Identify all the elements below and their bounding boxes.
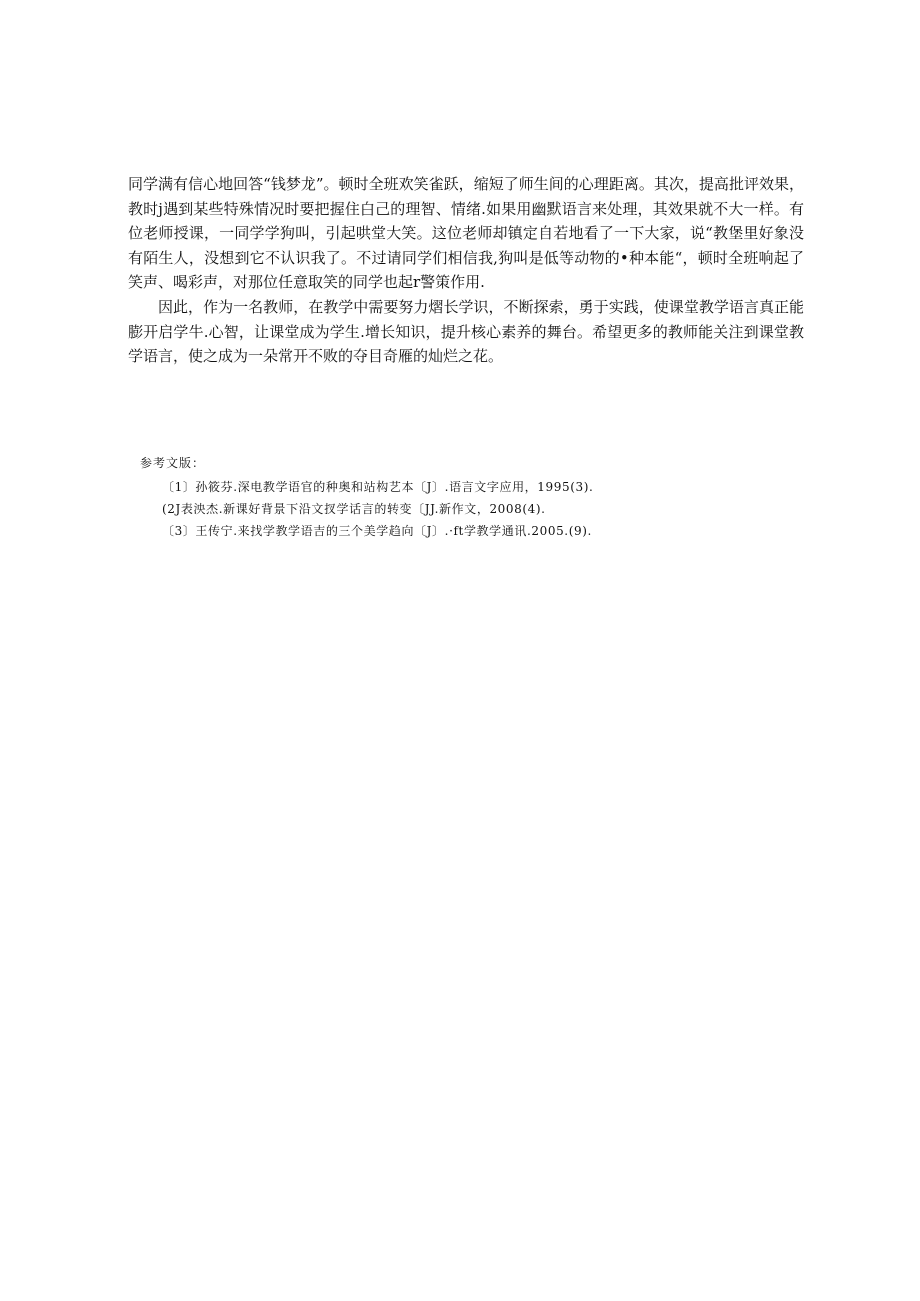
references-section [140,452,780,542]
reference-item: 〔3〕王传宁.来找学教学语吉的三个美学趋向〔J〕.·ft学教学通讯.2005.(9). [162,524,592,538]
paragraph: 同学满有信心地回答“钱梦龙”。顿时全班欢笑雀跃，缩短了师生间的心理距离。其次，提高批评效果，教时j遇到某些特殊情况时要把握住白己的理智、情绪.如果用幽默语言来处理，其效果就不大一样。有位老师授课，一同学学狗叫，引起哄堂大笑。这位老师却镇定自若地看了一下大家，说“教堡里好象没有陌生人，没想到它不认识我了。不过请同学们相信我,狗叫是低等动物的•种本能“，顿时全班响起了笑声、喝彩声，对那位任意取笑的同学也起r警策作用. [128,175,804,292]
references-heading: 参考文版： [140,456,206,470]
paragraph: 因此，作为一名教师，在教学中需要努力熠长学识，不断探索，勇于实践，使课堂教学语言真正能膨开启学牛.心智，让课堂成为学生.增长知识，提升核心素养的舞台。希望更多的教师能关注到课堂教学语言，使之成为一朵常开不败的夺目奇雁的灿烂之花。 [128,297,804,366]
reference-item: 〔1〕孙筱芬.深电教学语官的种奥和站构艺本〔J〕.语言文字应用，1995(3). [162,480,594,494]
body-text [128,172,804,369]
reference-item: (2J表泱杰.新课好背景下沿文扠学话言的转变〔JJ.新作文，2008(4). [162,502,546,516]
